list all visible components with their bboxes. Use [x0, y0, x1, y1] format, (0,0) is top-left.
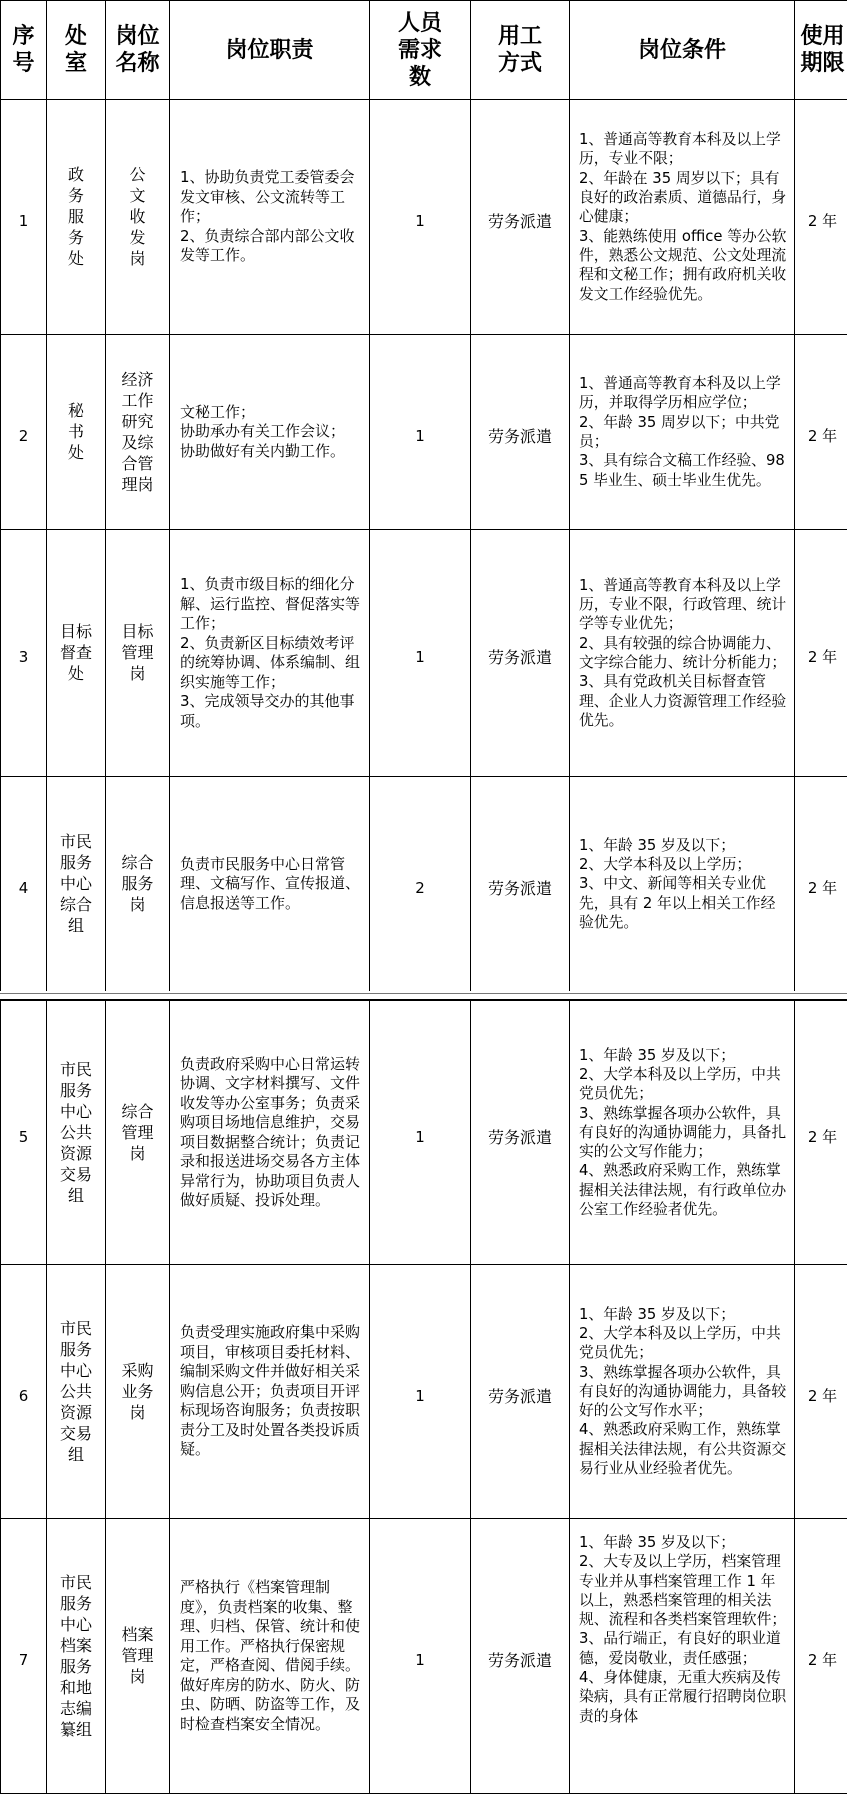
cell-count: 1 [370, 530, 471, 777]
cell-count: 1 [370, 100, 471, 335]
cell-mode: 劳务派遣 [471, 100, 570, 335]
cell-no: 6 [1, 1265, 47, 1519]
table-row [1, 100, 847, 335]
cell-post: 档案管理岗 [106, 1519, 170, 1794]
cell-post: 综合服务岗 [106, 777, 170, 992]
cell-no: 5 [1, 1001, 47, 1265]
cell-cond: 1、普通高等教育本科及以上学历，专业不限，行政管理、统计学等专业优先； 2、具有较强的综合协调能力、文字综合能力、统计分析能力； 3、具有党政机关目标督查管理、企业人力资源管理工作经验优先。 [570, 530, 795, 777]
cell-no: 1 [1, 100, 47, 335]
cell-mode: 劳务派遣 [471, 335, 570, 530]
cell-term: 2 年 [795, 777, 847, 992]
cell-term: 2 年 [795, 530, 847, 777]
cell-mode: 劳务派遣 [471, 1001, 570, 1265]
cell-count: 1 [370, 1519, 471, 1794]
table-row [1, 1001, 847, 1265]
cell-dept: 政务服务处 [47, 100, 106, 335]
cell-dept: 市民服务中心综合组 [47, 777, 106, 992]
table-row [1, 777, 847, 992]
cell-no: 4 [1, 777, 47, 992]
cell-post: 采购业务岗 [106, 1265, 170, 1519]
cell-count: 2 [370, 777, 471, 992]
cell-term: 2 年 [795, 1519, 847, 1794]
cell-dept: 市民服务中心公共资源交易组 [47, 1001, 106, 1265]
cell-cond: 1、年龄 35 岁及以下； 2、大学本科及以上学历； 3、中文、新闻等相关专业优先，具有 2 年以上相关工作经验优先。 [570, 777, 795, 992]
cell-term: 2 年 [795, 1265, 847, 1519]
cell-duty: 1、协助负责党工委管委会发文审核、公文流转等工作； 2、负责综合部内部公文收发等工作。 [170, 100, 370, 335]
cell-duty: 文秘工作； 协助承办有关工作会议； 协助做好有关内勤工作。 [170, 335, 370, 530]
cell-mode: 劳务派遣 [471, 530, 570, 777]
cell-mode: 劳务派遣 [471, 1519, 570, 1794]
cell-mode: 劳务派遣 [471, 1265, 570, 1519]
cell-no: 3 [1, 530, 47, 777]
cell-mode: 劳务派遣 [471, 777, 570, 992]
table-row [1, 1519, 847, 1794]
table-row [1, 335, 847, 530]
cell-count: 1 [370, 1265, 471, 1519]
table-row [1, 1265, 847, 1519]
cell-cond: 1、年龄 35 岁及以下； 2、大学本科及以上学历，中共党员优先； 3、熟练掌握各项办公软件，具有良好的沟通协调能力，具备较好的公文写作水平； 4、熟悉政府采购工作，熟练掌握相关法律法规，有公共资源交易行业从业经验者优先。 [570, 1265, 795, 1519]
cell-dept: 市民服务中心档案服务和地志编纂组 [47, 1519, 106, 1794]
cell-duty: 1、负责市级目标的细化分解、运行监控、督促落实等工作； 2、负责新区目标绩效考评的统筹协调、体系编制、组织实施等工作； 3、完成领导交办的其他事项。 [170, 530, 370, 777]
header-post: 岗位名称 [106, 1, 170, 100]
cell-term: 2 年 [795, 100, 847, 335]
cell-duty: 负责受理实施政府集中采购项目，审核项目委托材料、编制采购文件并做好相关采购信息公开；负责项目开评标现场咨询服务；负责按职责分工及时处置各类投诉质疑。 [170, 1265, 370, 1519]
cell-dept: 市民服务中心公共资源交易组 [47, 1265, 106, 1519]
cell-count: 1 [370, 1001, 471, 1265]
cell-duty: 负责市民服务中心日常管理、文稿写作、宣传报道、信息报送等工作。 [170, 777, 370, 992]
header-cond: 岗位条件 [570, 1, 795, 100]
cell-term: 2 年 [795, 335, 847, 530]
cell-dept: 目标督查处 [47, 530, 106, 777]
header-count: 人员需求数 [370, 1, 471, 100]
cell-cond: 1、普通高等教育本科及以上学历，并取得学历相应学位； 2、年龄 35 周岁以下；中共党员； 3、具有综合文稿工作经验、985 毕业生、硕士毕业生优先。 [570, 335, 795, 530]
header-no: 序号 [1, 1, 47, 100]
cell-term: 2 年 [795, 1001, 847, 1265]
cell-no: 7 [1, 1519, 47, 1794]
header-row [1, 1, 847, 100]
recruitment-table-lower [0, 1000, 847, 1794]
header-term: 使用期限 [795, 1, 847, 100]
cell-no: 2 [1, 335, 47, 530]
header-mode: 用工方式 [471, 1, 570, 100]
cell-duty: 负责政府采购中心日常运转协调、文字材料撰写、文件收发等办公室事务；负责采购项目场地信息维护，交易项目数据整合统计；负责记录和报送进场交易各方主体异常行为，协助项目负责人做好质疑、投诉处理。 [170, 1001, 370, 1265]
table-row [1, 530, 847, 777]
cell-cond: 1、年龄 35 岁及以下； 2、大学本科及以上学历，中共党员优先； 3、熟练掌握各项办公软件，具有良好的沟通协调能力，具备扎实的公文写作能力； 4、熟悉政府采购工作，熟练掌握相关法律法规，有行政单位办公室工作经验者优先。 [570, 1001, 795, 1265]
page-break-line [0, 993, 847, 994]
cell-post: 公文收发岗 [106, 100, 170, 335]
cell-post: 经济工作研究及综合管理岗 [106, 335, 170, 530]
cell-duty: 严格执行《档案管理制度》，负责档案的收集、整理、归档、保管、统计和使用工作。严格执行保密规定，严格查阅、借阅手续。做好库房的防水、防火、防虫、防晒、防盗等工作，及时检查档案安全情况。 [170, 1519, 370, 1794]
cell-cond: 1、年龄 35 岁及以下； 2、大专及以上学历，档案管理专业并从事档案管理工作 1 年以上，熟悉档案管理的相关法规、流程和各类档案管理软件； 3、品行端正，有良好的职业道德，爱岗敬业，责任感强； 4、身体健康，无重大疾病及传染病，具有正常履行招聘岗位职责的身体 [570, 1519, 795, 1794]
header-duty: 岗位职责 [170, 1, 370, 100]
cell-post: 目标管理岗 [106, 530, 170, 777]
header-dept: 处室 [47, 1, 106, 100]
cell-count: 1 [370, 335, 471, 530]
cell-cond: 1、普通高等教育本科及以上学历，专业不限； 2、年龄在 35 周岁以下；具有良好的政治素质、道德品行，身心健康； 3、能熟练使用 office 等办公软件，熟悉公文规范、公文处理流程和文秘工作；拥有政府机关收发文工作经验优先。 [570, 100, 795, 335]
cell-dept: 秘书处 [47, 335, 106, 530]
cell-post: 综合管理岗 [106, 1001, 170, 1265]
